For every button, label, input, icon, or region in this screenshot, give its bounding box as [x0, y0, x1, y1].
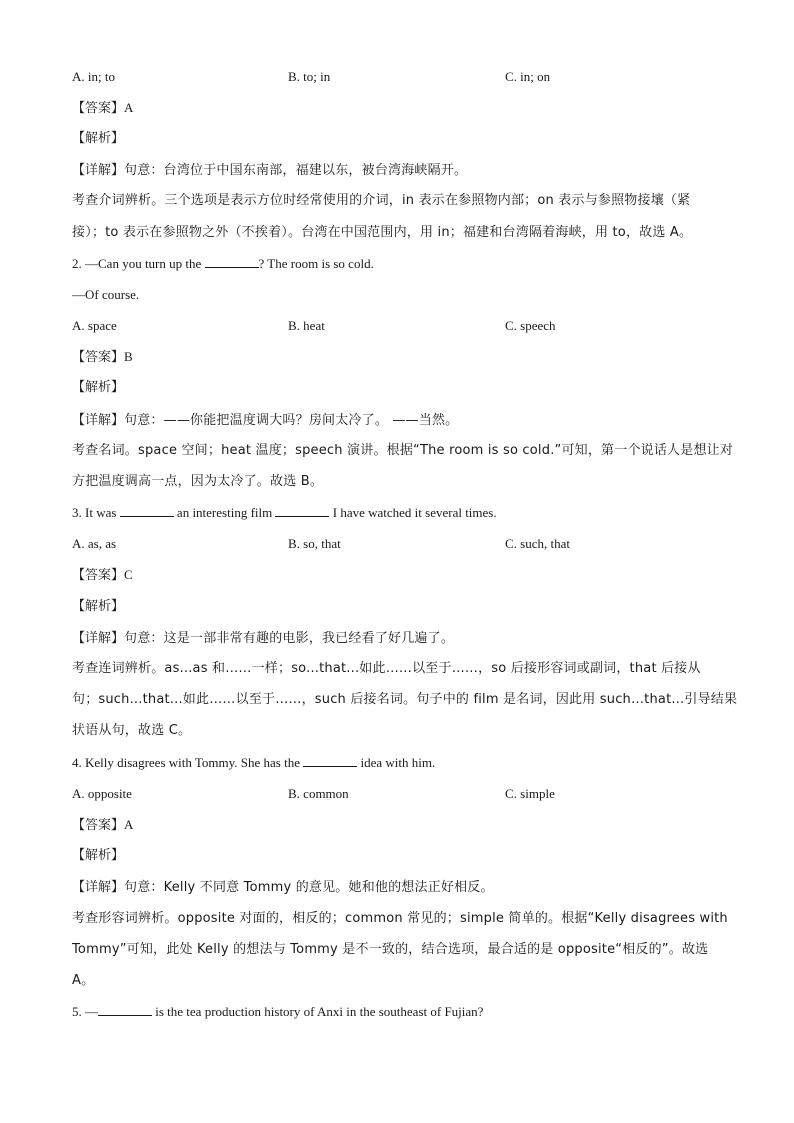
answer-blank [98, 1004, 152, 1016]
q2-option-c: C. speech [505, 318, 556, 333]
answer-blank [120, 505, 174, 517]
q3-option-b: B. so, that [288, 536, 341, 551]
q3-answer: 【答案】C [72, 567, 133, 583]
q2-detail: 【详解】句意：——你能把温度调大吗？房间太冷了。 ——当然。 [72, 413, 459, 428]
q2-analysis-label: 【解析】 [72, 380, 125, 395]
q3-detail: 【详解】句意：这是一部非常有趣的电影，我已经看了好几遍了。 [72, 631, 455, 646]
q3-explanation-line-3: 状语从句，故选 C。 [72, 723, 192, 738]
answer-blank [303, 755, 357, 767]
q4-explanation-line-1: 考查形容词辨析。opposite 对面的，相反的；common 常见的；simple 简单的。根据“Kelly disagrees with [72, 911, 728, 926]
q1-option-c: C. in; on [505, 69, 551, 84]
q2-stem: 2. —Can you turn up the ? The room is so cold. [72, 256, 374, 271]
q4-analysis-label: 【解析】 [72, 848, 125, 863]
q3-option-a: A. as, as [72, 536, 117, 551]
q2-explanation-line-1: 考查名词。space 空间；heat 温度；speech 演讲。根据“The room is so cold.”可知，第一个说话人是想让对 [72, 443, 734, 458]
q1-detail: 【详解】句意：台湾位于中国东南部，福建以东，被台湾海峡隔开。 [72, 163, 468, 178]
q4-detail: 【详解】句意：Kelly 不同意 Tommy 的意见。她和他的想法正好相反。 [72, 880, 494, 895]
q5-stem: 5. — is the tea production history of Anxi in the southeast of Fujian? [72, 1004, 484, 1019]
q3-option-c: C. such, that [505, 536, 570, 551]
q4-option-a: A. opposite [72, 786, 132, 801]
q1-option-b: B. to; in [288, 69, 331, 84]
q1-explanation-line-2: 接）；to 表示在参照物之外（不挨着）。台湾在中国范围内，用 in；福建和台湾隔着海峡，用 to，故选 A。 [72, 225, 693, 240]
q1-option-a: A. in; to [72, 69, 115, 84]
q3-explanation-line-1: 考查连词辨析。as...as 和……一样；so...that...如此……以至于……，so 后接形容词或副词，that 后接从 [72, 661, 701, 676]
q3-explanation-line-2: 句；such...that...如此……以至于……，such 后接名词。句子中的 film 是名词，因此用 such…that...引导结果 [72, 692, 738, 707]
q1-explanation-line-1: 考查介词辨析。三个选项是表示方位时经常使用的介词，in 表示在参照物内部；on 表示与参照物接壤（紧 [72, 193, 691, 208]
q2-option-a: A. space [72, 318, 117, 333]
q2-reply: —Of course. [72, 287, 140, 302]
q2-option-b: B. heat [288, 318, 325, 333]
q2-explanation-line-2: 方把温度调高一点，因为太冷了。故选 B。 [72, 474, 324, 489]
q4-explanation-line-2: Tommy”可知，此处 Kelly 的想法与 Tommy 是不一致的，结合选项，最合适的是 opposite“相反的”。故选 [72, 942, 709, 957]
q1-analysis-label: 【解析】 [72, 131, 125, 146]
q1-answer: 【答案】A [72, 100, 134, 116]
q4-option-c: C. simple [505, 786, 555, 801]
q3-stem: 3. It was an interesting film I have watched it several times. [72, 505, 497, 520]
q4-answer: 【答案】A [72, 817, 134, 833]
q2-answer: 【答案】B [72, 349, 133, 365]
answer-blank [205, 256, 259, 268]
q4-option-b: B. common [288, 786, 349, 801]
q4-stem: 4. Kelly disagrees with Tommy. She has the idea with him. [72, 755, 436, 770]
q4-explanation-line-3: A。 [72, 973, 95, 988]
q3-analysis-label: 【解析】 [72, 599, 125, 614]
answer-blank [275, 505, 329, 517]
